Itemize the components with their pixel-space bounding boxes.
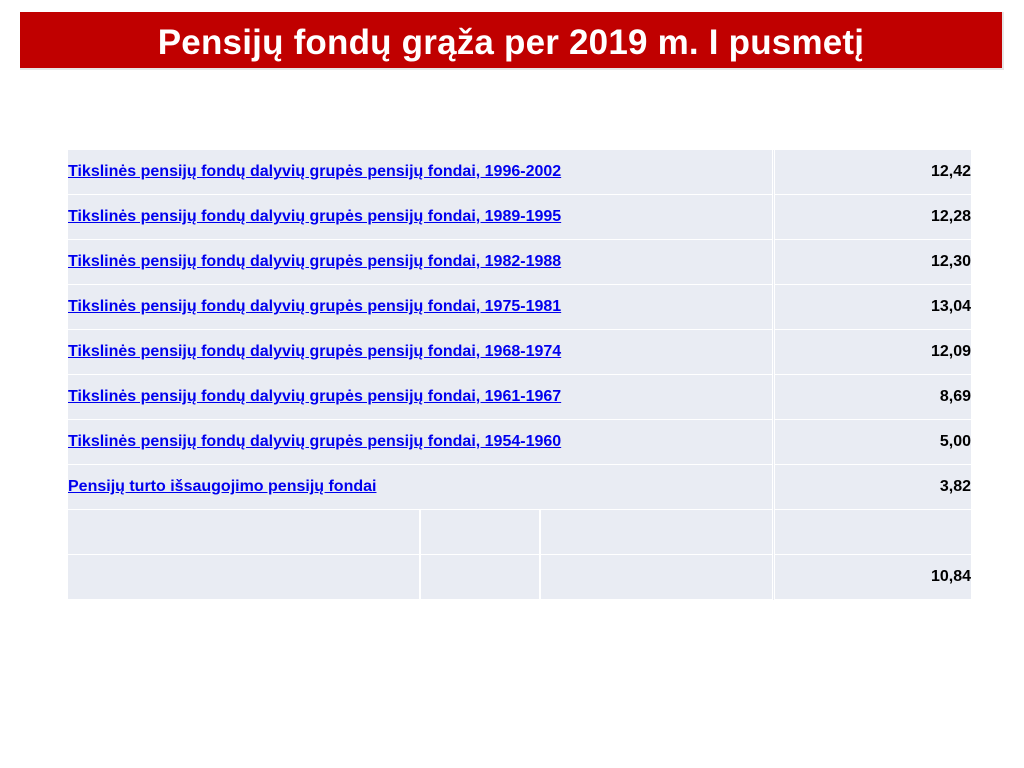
fund-link[interactable]: Tikslinės pensijų fondų dalyvių grupės pensijų fondai, 1996-2002	[68, 163, 562, 180]
fund-name-cell	[68, 150, 773, 195]
fund-name-cell	[68, 240, 773, 285]
fund-returns-table	[68, 150, 971, 600]
table-row	[68, 465, 971, 510]
table-row	[68, 240, 971, 285]
fund-name-cell	[68, 375, 773, 420]
empty-cell	[68, 555, 420, 600]
fund-name-cell	[68, 420, 773, 465]
empty-cell	[540, 555, 773, 600]
empty-cell	[540, 510, 773, 555]
empty-cell	[773, 510, 971, 555]
fund-link[interactable]: Tikslinės pensijų fondų dalyvių grupės pensijų fondai, 1989-1995	[68, 208, 562, 225]
table-row	[68, 375, 971, 420]
return-value: 5,00	[773, 420, 971, 465]
return-value: 12,28	[773, 195, 971, 240]
table-row	[68, 285, 971, 330]
fund-link[interactable]: Pensijų turto išsaugojimo pensijų fondai	[68, 478, 377, 495]
empty-cell	[420, 555, 540, 600]
table-row	[68, 420, 971, 465]
return-value: 12,42	[773, 150, 971, 195]
table-row	[68, 195, 971, 240]
title-bar	[20, 12, 1004, 70]
return-value: 12,09	[773, 330, 971, 375]
return-value: 3,82	[773, 465, 971, 510]
return-value: 12,30	[773, 240, 971, 285]
page-title: Pensijų fondų grąža per 2019 m. I pusmetį	[157, 23, 865, 62]
fund-name-cell	[68, 285, 773, 330]
fund-link[interactable]: Tikslinės pensijų fondų dalyvių grupės pensijų fondai, 1975-1981	[68, 298, 562, 315]
fund-link[interactable]: Tikslinės pensijų fondų dalyvių grupės pensijų fondai, 1954-1960	[68, 433, 562, 450]
fund-name-cell	[68, 195, 773, 240]
table-row	[68, 330, 971, 375]
return-value: 8,69	[773, 375, 971, 420]
fund-link[interactable]: Tikslinės pensijų fondų dalyvių grupės pensijų fondai, 1968-1974	[68, 343, 562, 360]
empty-cell	[420, 510, 540, 555]
fund-name-cell	[68, 465, 773, 510]
total-return-value: 10,84	[773, 555, 971, 600]
fund-link[interactable]: Tikslinės pensijų fondų dalyvių grupės pensijų fondai, 1961-1967	[68, 388, 562, 405]
return-value: 13,04	[773, 285, 971, 330]
empty-cell	[68, 510, 420, 555]
summary-row	[68, 555, 971, 600]
table-row	[68, 150, 971, 195]
empty-row	[68, 510, 971, 555]
fund-name-cell	[68, 330, 773, 375]
fund-link[interactable]: Tikslinės pensijų fondų dalyvių grupės pensijų fondai, 1982-1988	[68, 253, 562, 270]
